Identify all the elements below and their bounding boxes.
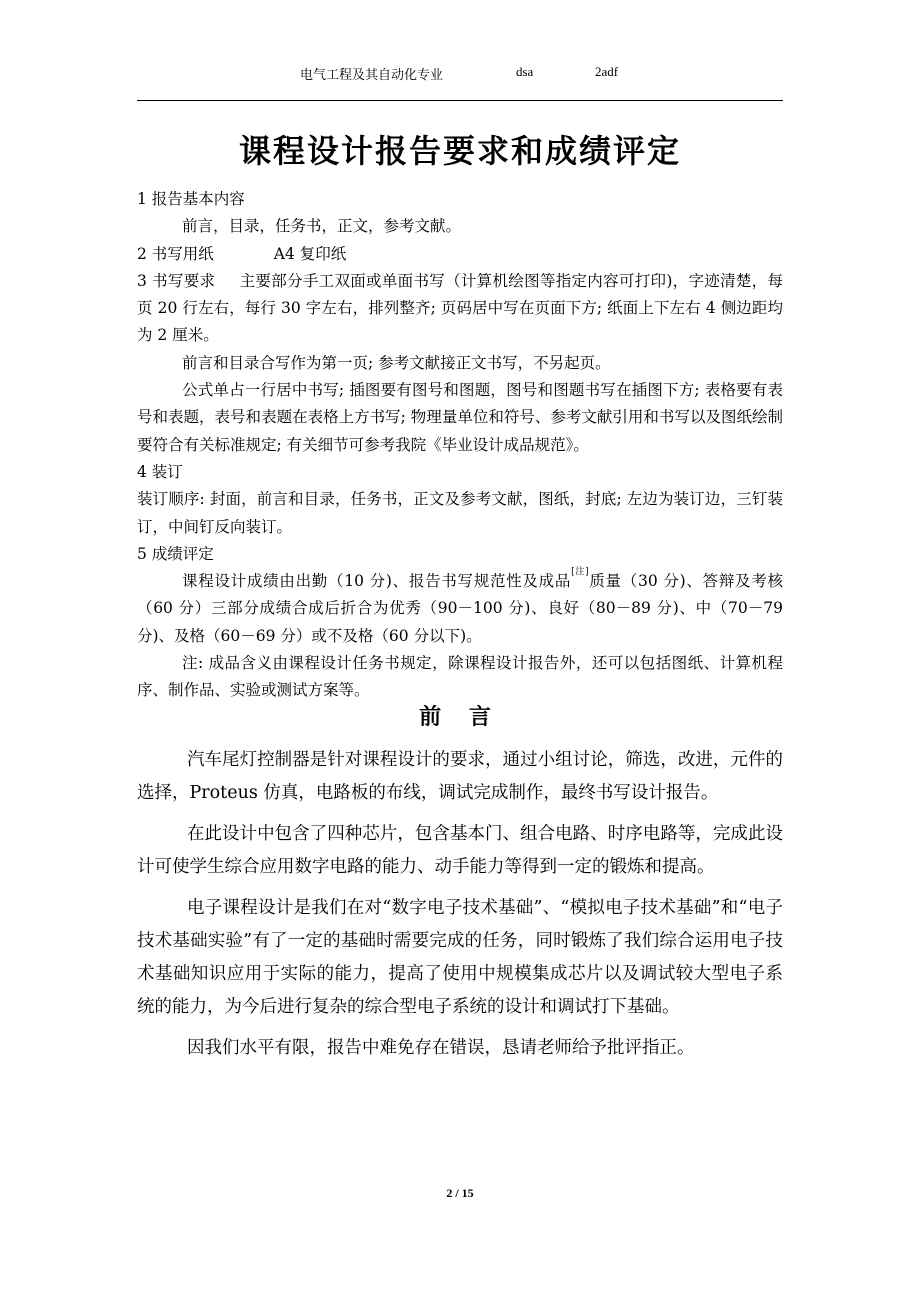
document-title: 课程设计报告要求和成绩评定 (238, 132, 681, 170)
preface-paragraph: 因我们水平有限，报告中难免存在错误，恳请老师给予批评指正。 (187, 1038, 695, 1058)
header-major: 电气工程及其自动化专业 (300, 67, 444, 82)
section-5-note: 注: 成品含义由课程设计任务书规定，除课程设计报告外，还可以包括图纸、计算机程序、制作品、实验或测试方案等。 (137, 654, 783, 700)
section-3-label: 3 书写要求 (137, 271, 216, 290)
section-1-heading: 1 报告基本内容 (137, 190, 245, 208)
section-2-value: A4 复印纸 (273, 244, 347, 263)
section-3-paragraph (137, 268, 783, 350)
header-middle-text: dsa (516, 64, 534, 79)
section-3-paragraph-3: 公式单占一行居中书写; 插图要有图号和图题，图号和图题书写在插图下方; 表格要有表号和表题，表号和表题在表格上方书写; 物理量单位和符号、参考文献引用和书写以及图纸绘制要符合有关标准规定; 有关细节可参考我院《毕业设计成品规范》。 (137, 381, 783, 454)
section-5-body-part-a: 课程设计成绩由出勤（10 分)、报告书写规范性及成品 (182, 572, 572, 591)
note-reference-mark: [注] (571, 567, 589, 578)
header-right-text: 2adf (595, 64, 619, 79)
page-header (137, 64, 783, 86)
section-4-heading: 4 装订 (137, 462, 183, 481)
page-number: 2 / 15 (446, 1186, 474, 1200)
section-3-body: 主要部分手工双面或单面书写（计算机绘图等指定内容可打印)，字迹清楚，每页 20 行左右，每行 30 字左右，排列整齐; 页码居中写在页面下方; 纸面上下左右 4 侧边距均为 2 厘米。 (137, 271, 783, 345)
section-1-body: 前言，目录，任务书，正文，参考文献。 (182, 217, 462, 236)
section-5-heading: 5 成绩评定 (137, 544, 214, 563)
preface-paragraph: 汽车尾灯控制器是针对课程设计的要求，通过小组讨论，筛选，改进，元件的选择，Proteus 仿真，电路板的布线，调试完成制作，最终书写设计报告。 (137, 750, 783, 803)
preface-paragraph: 电子课程设计是我们在对“数字电子技术基础”、“模拟电子技术基础”和“电子技术基础实验”有了一定的基础时需要完成的任务，同时锻炼了我们综合运用电子技术基础知识应用于实际的能力，提高了使用中规模集成芯片以及调试较大型电子系统的能力，为今后进行复杂的综合型电子系统的设计和调试打下基础。 (137, 898, 783, 1017)
section-4-body: 装订顺序: 封面，前言和目录，任务书，正文及参考文献，图纸，封底; 左边为装订边，三钉装订，中间钉反向装订。 (137, 490, 783, 536)
section-3-paragraph-2: 前言和目录合写作为第一页; 参考文献接正文书写，不另起页。 (182, 353, 611, 372)
preface-title: 前 言 (419, 705, 501, 730)
requirements-section (137, 186, 783, 705)
preface-body (137, 744, 783, 1073)
section-2-line (137, 241, 783, 268)
section-5-body-part-b: 质量（30 分)、答辩及考核（60 分）三部分成绩合成后折合为优秀（90－100 分)、良好（80－89 分)、中（70－79 分)、及格（60－69 分）或不及格（60 分以下)。 (137, 572, 783, 645)
section-5-body (137, 568, 783, 650)
preface-paragraph: 在此设计中包含了四种芯片，包含基本门、组合电路、时序电路等，完成此设计可使学生综合应用数字电路的能力、动手能力等得到一定的锻炼和提高。 (137, 824, 783, 877)
section-2-label: 2 书写用纸 (137, 244, 214, 263)
header-divider (137, 100, 783, 101)
